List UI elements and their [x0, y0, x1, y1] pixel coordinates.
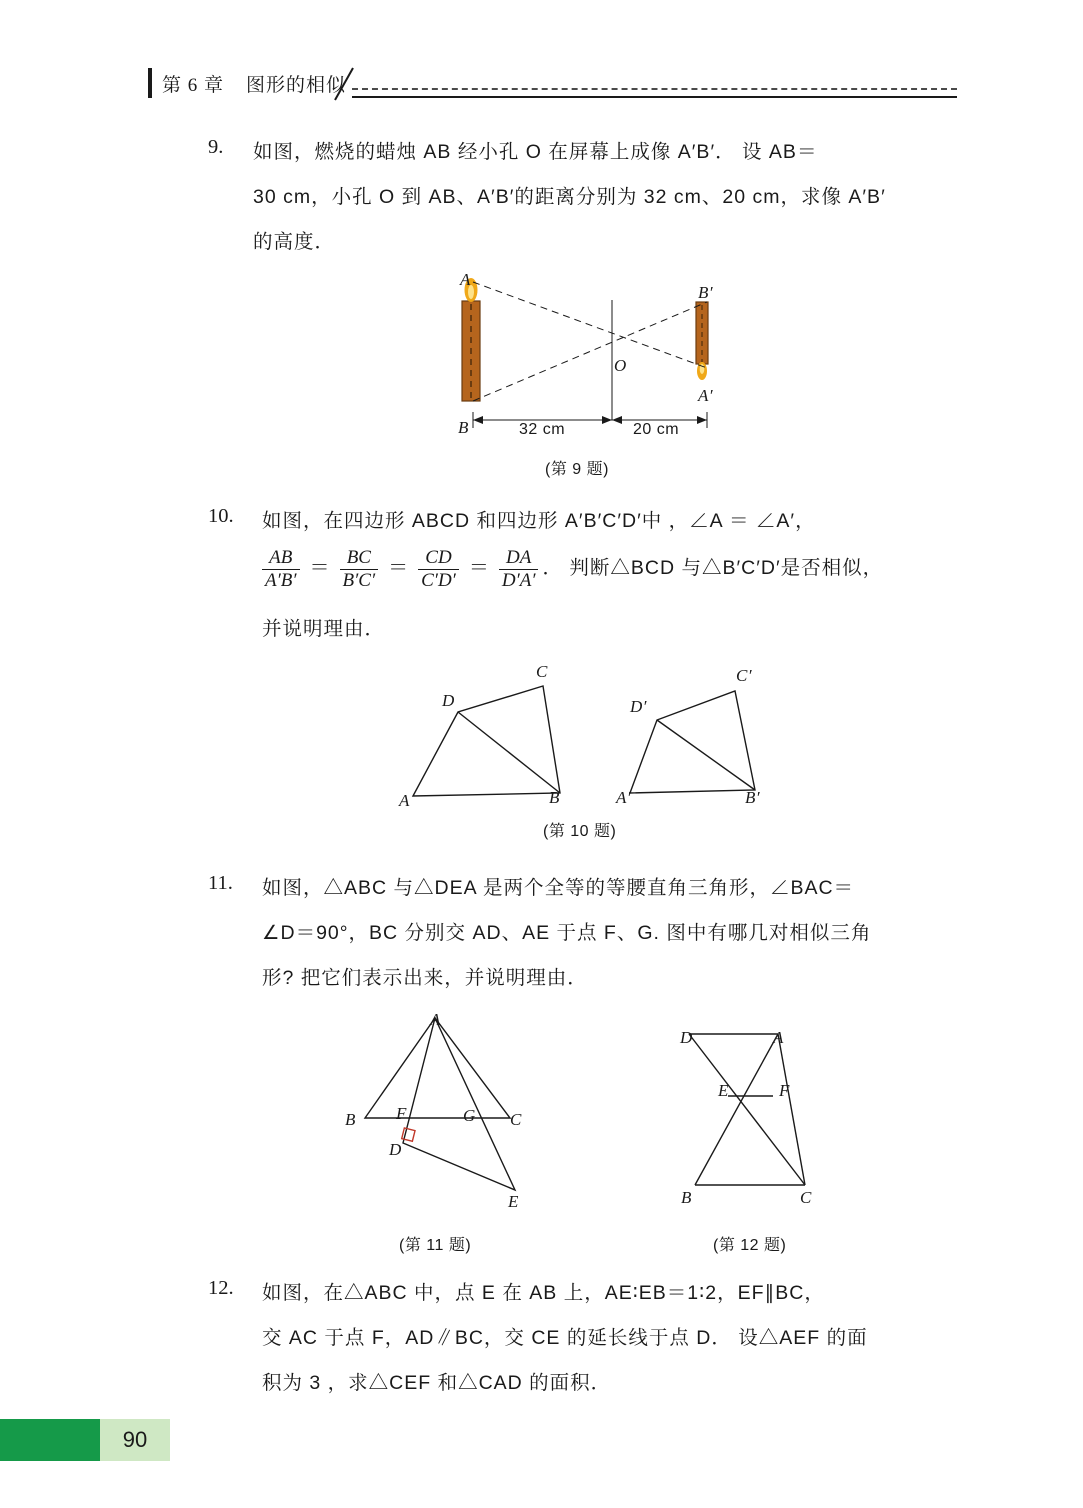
figure-11-caption: (第 11 题) [399, 1237, 472, 1254]
header-solid-rule [352, 96, 957, 98]
page-header [0, 60, 1083, 106]
figure-11-label-E: E [508, 1192, 519, 1211]
figure-11-label-C: C [510, 1110, 522, 1129]
figure-10-label-C-prime: C′ [736, 666, 753, 685]
fraction-ab-over-apbp: $\frac{AB}{A'B'}$ [262, 547, 300, 592]
figure-12-label-D: D [680, 1028, 693, 1047]
page-footer-strip [0, 1419, 100, 1461]
problem-9-line-1: 如图，燃烧的蜡烛 AB 经小孔 O 在屏幕上成像 A′B′． 设 AB＝ [253, 141, 818, 163]
figure-11-label-B: B [345, 1110, 356, 1129]
figure-9-label-A-prime: A′ [698, 386, 714, 405]
problem-10-line-2: ． 判断△BCD 与△B′C′D′是否相似， [542, 557, 884, 580]
figure-9-dim-right: 20 cm [633, 421, 680, 438]
problem-12-line-3: 积为 3 ，求△CEF 和△CAD 的面积． [262, 1372, 612, 1394]
figure-12-label-B: B [681, 1188, 692, 1207]
figure-9-label-O: O [614, 356, 627, 375]
figure-12-label-F: F [779, 1081, 790, 1100]
figure-11-label-A: A [430, 1010, 441, 1029]
figure-10-caption: (第 10 题) [543, 823, 617, 840]
equals-sign-2: ＝ [388, 557, 409, 580]
figure-problem-11 [345, 1008, 565, 1213]
fraction-da-over-dpap: $\frac{DA}{D'A'}$ [499, 547, 539, 592]
figure-12-label-A: A [773, 1028, 784, 1047]
problem-12-number: 12. [208, 1277, 234, 1299]
chapter-number: 第 6 章 [162, 75, 225, 96]
figure-11-label-D: D [389, 1140, 402, 1159]
figure-problem-10 [395, 660, 795, 810]
problem-9-line-3: 的高度． [253, 231, 336, 253]
equals-sign-3: ＝ [468, 557, 489, 580]
fraction-cd-over-cpdp: $\frac{CD}{C'D'}$ [418, 547, 459, 592]
figure-9-dim-left: 32 cm [519, 421, 566, 438]
problem-11-line-1: 如图，△ABC 与△DEA 是两个全等的等腰直角三角形，∠BAC＝ [262, 877, 855, 899]
figure-10-label-B-prime: B′ [745, 788, 761, 807]
figure-10-label-B: B [549, 788, 560, 807]
figure-12-caption: (第 12 题) [713, 1237, 787, 1254]
problem-10-line-1: 如图，在四边形 ABCD 和四边形 A′B′C′D′中 ，∠A ＝ ∠A′， [262, 510, 816, 532]
problem-12-line-2: 交 AC 于点 F，AD∥BC，交 CE 的延长线于点 D． 设△AEF 的面 [262, 1327, 868, 1349]
figure-12-label-C: C [800, 1188, 812, 1207]
figure-11-label-G: G [463, 1106, 476, 1125]
problem-11-number: 11. [208, 872, 233, 894]
problem-10-line-3: 并说明理由． [262, 618, 386, 640]
chapter-title: 图形的相似 [246, 75, 347, 96]
figure-11-label-F: F [396, 1104, 407, 1123]
problem-9-number: 9. [208, 136, 224, 158]
header-dashed-rule [352, 88, 957, 90]
figure-10-label-C: C [536, 662, 548, 681]
figure-12-label-E: E [718, 1081, 729, 1100]
problem-10-equation [262, 548, 883, 593]
figure-10-label-A-prime: A′ [616, 788, 632, 807]
chapter-label [162, 70, 346, 97]
figure-9-label-B: B [458, 418, 469, 437]
figure-problem-9 [440, 268, 740, 453]
header-accent-bar [148, 68, 152, 98]
figure-9-caption: (第 9 题) [545, 461, 609, 478]
problem-12-line-1: 如图，在△ABC 中，点 E 在 AB 上，AE∶EB＝1∶2，EF∥BC， [262, 1282, 825, 1304]
problem-11-line-3: 形? 把它们表示出来，并说明理由． [262, 967, 588, 989]
problem-9-line-2: 30 cm，小孔 O 到 AB、A′B′的距离分别为 32 cm、20 cm，求像 A′B′ [253, 186, 886, 208]
figure-9-label-A: A [460, 270, 471, 289]
fraction-bc-over-bpcp: $\frac{BC}{B'C'}$ [340, 547, 379, 592]
figure-10-label-A: A [399, 791, 410, 810]
figure-9-label-B-prime: B′ [698, 283, 714, 302]
figure-10-label-D-prime: D′ [630, 697, 647, 716]
problem-10-number: 10. [208, 505, 234, 527]
figure-problem-12 [665, 1020, 855, 1220]
equals-sign-1: ＝ [309, 557, 330, 580]
figure-10-label-D: D [442, 691, 455, 710]
problem-11-line-2: ∠D＝90°，BC 分别交 AD、AE 于点 F、G. 图中有哪几对相似三角 [262, 922, 872, 944]
page-number: 90 [122, 1427, 148, 1452]
